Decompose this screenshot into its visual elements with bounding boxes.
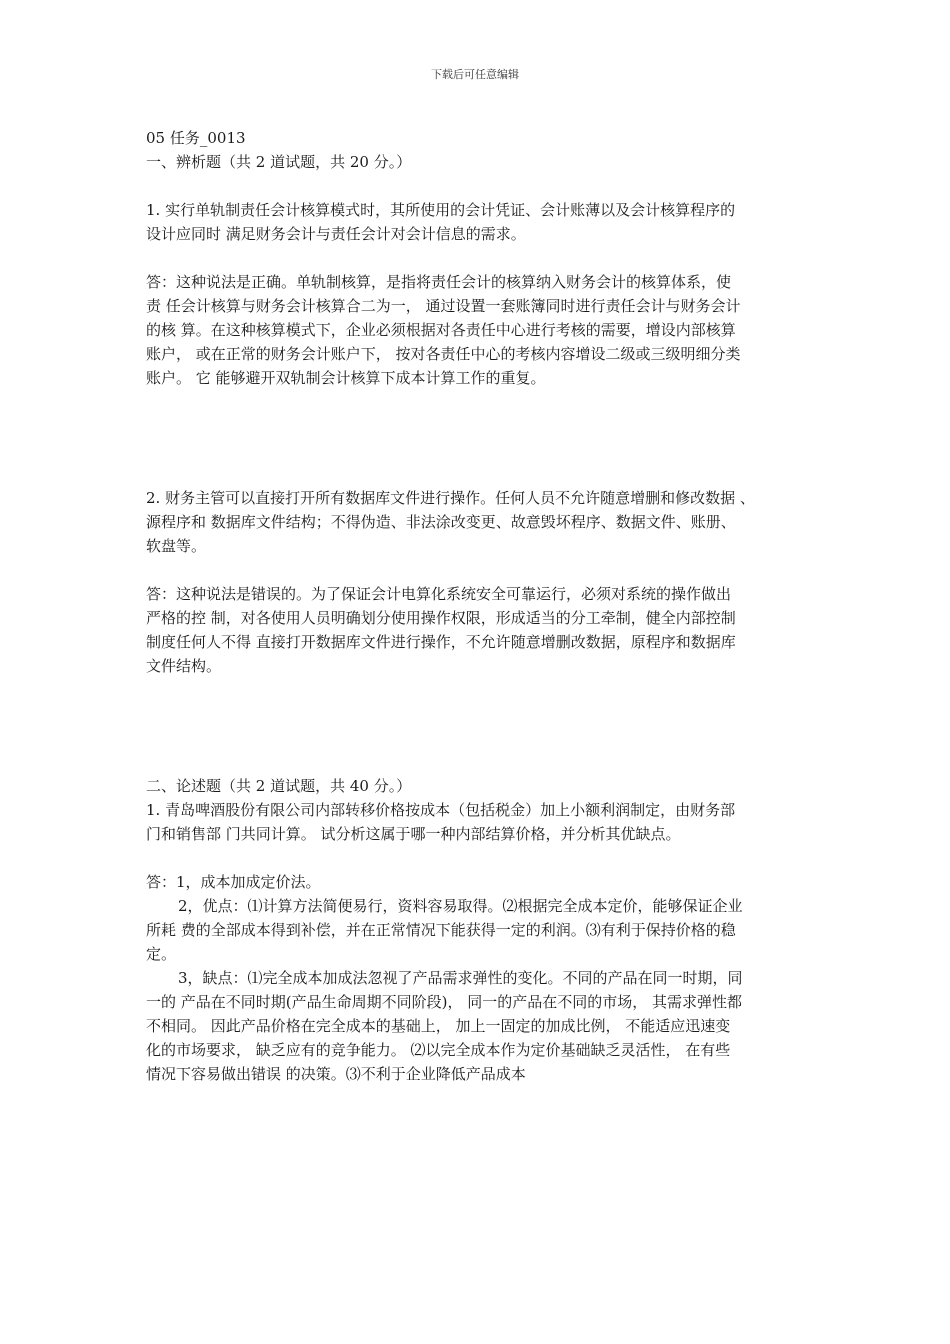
section2-heading: 二、论述题（共 2 道试题，共 40 分。） [146,777,412,795]
answer-line: 严格的控 制，对各使用人员明确划分使用操作权限，形成适当的分工牵制，健全内部控制 [146,609,736,627]
answer-line: 账户， 或在正常的财务会计账户下， 按对各责任中心的考核内容增设二级或三级明细分类 [146,345,741,363]
section1-heading: 一、辨析题（共 2 道试题，共 20 分。） [146,153,412,171]
page-header: 下载后可任意编辑 [431,68,519,81]
answer-cons [146,966,814,1086]
answer-line: 化的市场要求， 缺乏应有的竞争能力。 ⑵以完全成本作为定价基础缺乏灵活性， 在有些 [146,1041,731,1059]
answer-line: 情况下容易做出错误 的决策。⑶不利于企业降低产品成本 [146,1065,526,1083]
question-line: 1. 青岛啤酒股份有限公司内部转移价格按成本（包括税金）加上小额利润制定，由财务部 [146,801,736,819]
answer-line: 责 任会计核算与财务会计核算合二为一， 通过设置一套账簿同时进行责任会计与财务会计 [146,297,741,315]
question-2-1 [146,798,814,846]
answer-intro: 答：1，成本加成定价法。 [146,873,321,891]
spacer [146,174,814,198]
question-line: 1. 实行单轨制责任会计核算模式时，其所使用的会计凭证、会计账薄以及会计核算程序的 [146,201,736,219]
question-line: 软盘等。 [146,537,207,555]
spacer [146,678,814,774]
question-line: 门和销售部 门共同计算。 试分析这属于哪一种内部结算价格，并分析其优缺点。 [146,825,681,843]
answer-pros [146,894,814,966]
answer-line: 一的 产品在不同时期(产品生命周期不同阶段)， 同一的产品在不同的市场， 其需求弹性都 [146,993,743,1011]
question-line: 2. 财务主管可以直接打开所有数据库文件进行操作。任何人员不允许随意增删和修改数据 、 [146,489,755,507]
answer-line: 的核 算。在这种核算模式下，企业必须根据对各责任中心进行考核的需要，增设内部核算 [146,321,736,339]
question-1-2 [146,486,814,558]
question-line: 设计应同时 满足财务会计与责任会计对会计信息的需求。 [146,225,526,243]
answer-line: 文件结构。 [146,657,222,675]
document-title: 05 任务_0013 [146,129,246,147]
answer-line: 所耗 费的全部成本得到补偿，并在正常情况下能获得一定的利润。⑶有利于保持价格的稳 [146,921,736,939]
answer-line: 3，缺点：⑴完全成本加成法忽视了产品需求弹性的变化。不同的产品在同一时期，同 [178,969,743,987]
answer-line: 答：这种说法是正确。单轨制核算，是指将责任会计的核算纳入财务会计的核算体系，使 [146,273,732,291]
question-1-1 [146,198,814,246]
answer-line: 答：这种说法是错误的。为了保证会计电算化系统安全可靠运行，必须对系统的操作做出 [146,585,732,603]
answer-line: 定。 [146,945,177,963]
answer-2-1 [146,870,814,1086]
answer-line: 不相同。 因此产品价格在完全成本的基础上， 加上一固定的加成比例， 不能适应迅速变 [146,1017,731,1035]
spacer [146,558,814,582]
document-body [146,126,814,1086]
answer-1-1 [146,270,814,390]
question-line: 源程序和 数据库文件结构；不得伪造、非法涂改变更、故意毁坏程序、数据文件、账册、 [146,513,736,531]
spacer [146,246,814,270]
answer-line: 账户。 它 能够避开双轨制会计核算下成本计算工作的重复。 [146,369,546,387]
answer-line: 制度任何人不得 直接打开数据库文件进行操作，不允许随意增删改数据，原程序和数据库 [146,633,736,651]
answer-line: 2，优点：⑴计算方法简便易行，资料容易取得。⑵根据完全成本定价，能够保证企业 [178,897,743,915]
spacer [146,390,814,486]
answer-1-2 [146,582,814,678]
spacer [146,846,814,870]
